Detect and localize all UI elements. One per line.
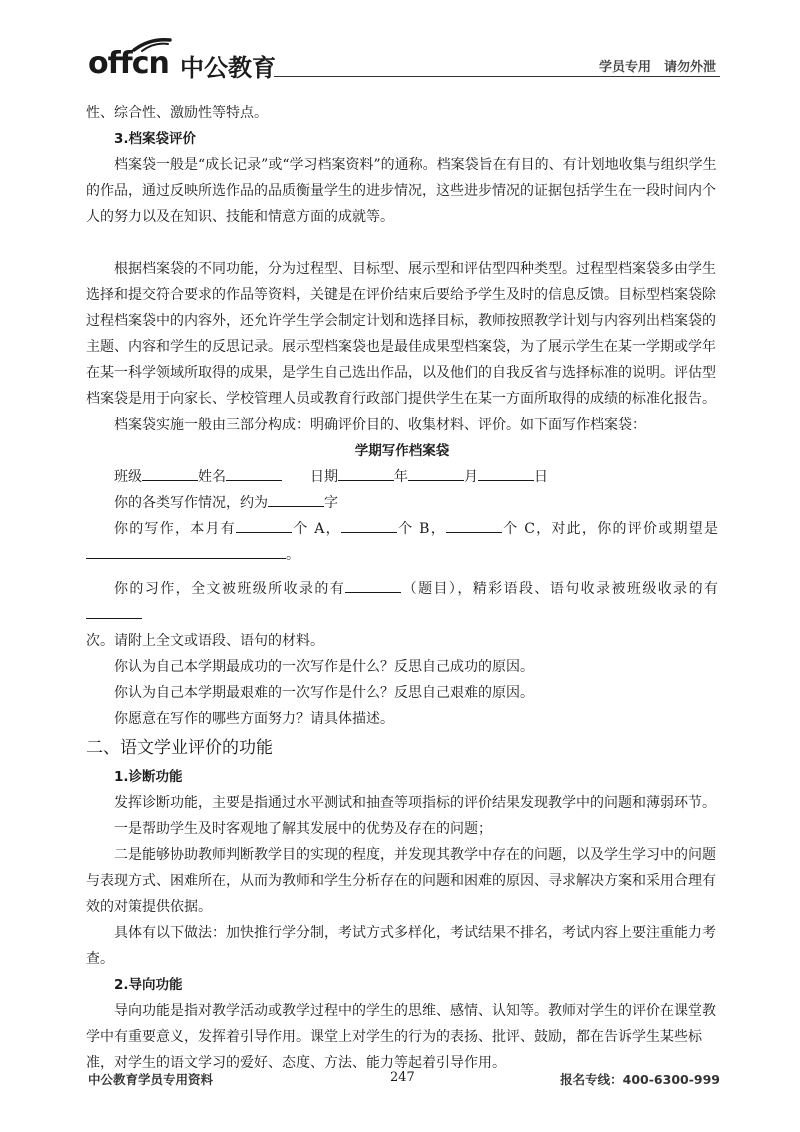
- page-number: 247: [390, 1070, 415, 1085]
- footer-label: 中公教育学员专用资料: [88, 1072, 214, 1087]
- blank-name: [226, 464, 282, 481]
- page-header: [88, 42, 720, 82]
- form-line-difficult: 你认为自己本学期最艰难的一次写作是什么？反思自己艰难的原因。: [114, 685, 534, 701]
- form-line-attach: 次。请附上全文或语段、语句的材料。: [86, 633, 324, 649]
- paragraph-portfolio-def: 档案袋一般是“成长记录”或“学习档案资料”的通称。档案袋旨在有目的、有计划地收集与组织学生的作品，通过反映所选作品的品质衡量学生的进步情况，这些进步情况的证据包括学生在一段时间内个人的努力以及在知识、技能和情意方面的成就等。: [86, 157, 717, 225]
- paragraph-portfolio-impl: 档案袋实施一般由三部分构成：明确评价目的、收集材料、评价。如下面写作档案袋：: [114, 417, 646, 433]
- blank-grade-a: [236, 516, 292, 533]
- page-footer: [88, 1070, 720, 1094]
- paragraph-guidance: 导向功能是指对教学活动或教学过程中的学生的思维、感情、认知等。教师对学生的评价在课堂教学中有重要意义，发挥着引导作用。课堂上对学生的行为的表扬、批评、鼓励，都在告诉学生某些标准，对学生的语文学习的爱好、态度、方法、能力等起着引导作用。: [86, 1003, 716, 1071]
- blank-class: [142, 464, 198, 481]
- form-line-effort: 你愿意在写作的哪些方面努力？请具体描述。: [114, 711, 394, 727]
- blank-grade-b: [341, 516, 397, 533]
- paragraph-diagnosis-2: 一是帮助学生及时客观地了解其发展中的优势及存在的问题；: [114, 821, 492, 837]
- blank-wordcount: [268, 490, 324, 507]
- footer-hotline: 报名专线：400-6300-999: [560, 1072, 720, 1087]
- paragraph-diagnosis-4: 具体有以下做法：加快推行学分制，考试方式多样化，考试结果不排名，考试内容上要注重能力考查。: [86, 925, 716, 967]
- blank-year: [408, 464, 464, 481]
- form-line-grades: 你的写作，本月有 个 A， 个 B， 个 C，对此，你的评价或期望是: [86, 516, 718, 542]
- logo-swoosh-icon: [132, 36, 172, 52]
- form-line-info: 班级 姓名 日期 年 月 日: [86, 464, 718, 490]
- blank-grade-c: [446, 516, 502, 533]
- header-tag: 学员专用 请勿外泄: [598, 60, 716, 75]
- blank-collected-full: [345, 576, 401, 593]
- paragraph-diagnosis-1: 发挥诊断功能，主要是指通过水平测试和抽查等项指标的评价结果发现教学中的问题和薄弱环节。: [114, 795, 716, 811]
- paragraph-portfolio-types: 根据档案袋的不同功能，分为过程型、目标型、展示型和评估型四种类型。过程型档案袋多由学生选择和提交符合要求的作品等资料，关键是在评价结束后要给予学生及时的信息反馈。目标型档案袋除过程档案袋中的内容外，还允许学生学会制定计划和选择目标，教师按照教学计划与内容列出档案袋的主题、内容和学生的反思记录。展示型档案袋也是最佳成果型档案袋，为了展示学生在某一学期或学年在某一科学领域所取得的成果，是学生自己选出作品，以及他们的自我反省与选择标准的说明。评估型档案袋是用于向家长、学校管理人员或教育行政部门提供学生在某一方面所取得的成绩的标准化报告。: [86, 261, 716, 407]
- paragraph-diagnosis-3: 二是能够协助教师判断教学目的实现的程度，并发现其教学中存在的问题，以及学生学习中的问题与表现方式、困难所在，从而为教师和学生分析存在的问题和困难的原因、寻求解决方案和采用合理有效的对策提供依据。: [86, 847, 716, 915]
- section-heading-functions: 二、语文学业评价的功能: [86, 738, 273, 758]
- form-line-wordcount: 你的各类写作情况，约为 字: [86, 490, 718, 516]
- subheading-guidance: 2.导向功能: [114, 977, 183, 993]
- blank-date: [338, 464, 394, 481]
- form-line-expectation: 。: [86, 542, 718, 568]
- blank-collected-part: [86, 602, 142, 619]
- blank-month: [478, 464, 534, 481]
- subheading-portfolio: 3.档案袋评价: [114, 131, 197, 147]
- form-line-success: 你认为自己本学期最成功的一次写作是什么？反思自己成功的原因。: [114, 659, 534, 675]
- form-line-collected: 你的习作，全文被班级所收录的有 （题目），精彩语段、语句收录被班级收录的有: [86, 576, 718, 628]
- paragraph-continuation: 性、综合性、激励性等特点。: [86, 105, 268, 121]
- blank-expectation: [86, 542, 286, 559]
- form-title: 学期写作档案袋: [354, 443, 450, 459]
- document-body: [86, 100, 718, 1076]
- logo-chinese: 中公教育: [180, 54, 276, 82]
- subheading-diagnosis: 1.诊断功能: [114, 769, 183, 785]
- header-rule: [274, 76, 720, 77]
- logo-offcn: offcn: [88, 46, 169, 81]
